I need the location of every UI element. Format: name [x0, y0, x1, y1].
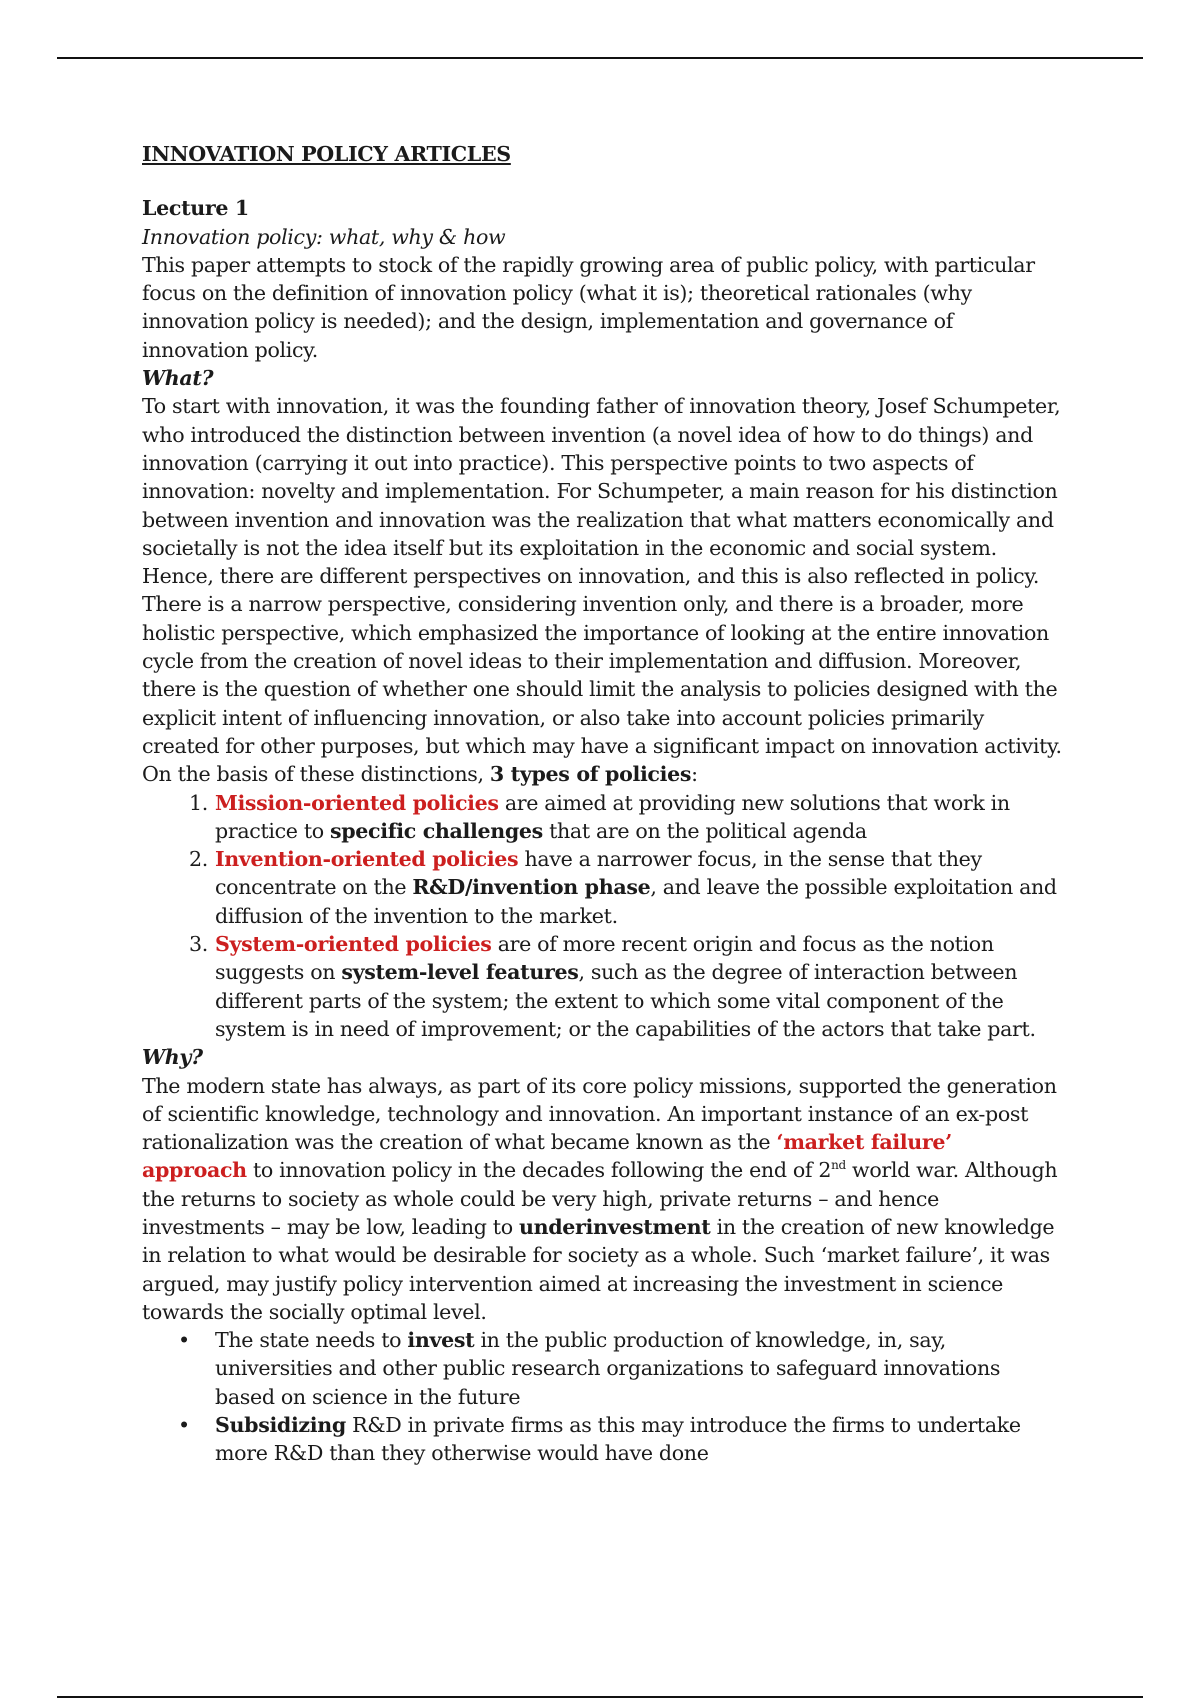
list-item	[142, 1411, 1062, 1468]
why-text-2: to innovation policy in the decades following the end of 2	[246, 1158, 832, 1183]
why-text-4: in the creation of new knowledge in relation to what would be desirable for society as a whole. Such ‘market failure’, it was argued, may justify policy intervention aimed at increasing the investment in science towards the socially optimal level.	[142, 1214, 1055, 1324]
policy-list	[142, 789, 1062, 1044]
policy-text: are aimed at providing new solutions that work in practice to	[215, 790, 1010, 843]
document-title: INNOVATION POLICY ARTICLES	[142, 142, 511, 166]
policy-text: have a narrower focus, in the sense that they concentrate on the	[215, 847, 982, 900]
why-paragraph	[142, 1072, 1062, 1327]
list-number: 2.	[189, 847, 208, 872]
bullet-text: The state needs to	[215, 1328, 408, 1353]
list-item	[142, 1326, 1062, 1411]
list-item	[142, 930, 1062, 1043]
why-heading: Why?	[142, 1045, 203, 1070]
what-end: :	[691, 762, 698, 787]
policy-bold: system-level features	[341, 960, 579, 985]
policy-bold: R&D/invention phase	[412, 875, 651, 900]
why-text: The modern state has always, as part of its core policy missions, supported the generation of scientific knowledge, technology and innovation. An important instance of an ex-post rationalization was the creation of what became known as the	[142, 1073, 1057, 1155]
why-text-3: world war. Although the returns to society as whole could be very high, private returns – and hence investments – may be low, leading to	[142, 1158, 1058, 1239]
what-text: To start with innovation, it was the founding father of innovation theory, Josef Schumpeter, who introduced the distinction between invention (a novel idea of how to do things) and innovation (carrying it out into practice). This perspective points to two aspects of innovation: novelty and implementation. For Schumpeter, a main reason for his distinction between invention and innovation was the realization that what matters economically and societally is not the idea itself but its exploitation in the economic and social system. Hence, there are different perspectives on innovation, and this is also reflected in policy. There is a narrow perspective, considering invention only, and there is a broader, more holistic perspective, which emphasized the importance of looking at the entire innovation cycle from the creation of novel ideas to their implementation and diffusion. Moreover, there is the question of whether one should limit the analysis to policies designed with the explicit intent of influencing innovation, or also take into account policies primarily created for other purposes, but which may have a significant impact on innovation activity. On the basis of these distinctions,	[142, 394, 1062, 787]
policy-name: Mission-oriented policies	[215, 790, 499, 815]
why-superscript: nd	[831, 1158, 846, 1173]
what-bold: 3 types of policies	[489, 762, 692, 787]
policy-text-end: , and leave the possible exploitation and diffusion of the invention to the market.	[215, 875, 1057, 928]
what-paragraph	[142, 392, 1062, 788]
bullet-bold: Subsidizing	[215, 1413, 346, 1438]
document-page	[142, 140, 1062, 1468]
policy-text-end: , such as the degree of interaction between different parts of the system; the extent to which some vital component of the system is in need of improvement; or the capabilities of the actors that take part.	[215, 960, 1036, 1041]
bullet-text-end: in the public production of knowledge, in, say, universities and other public research organizations to safeguard innovations based on science in the future	[215, 1328, 1001, 1409]
intro-paragraph: This paper attempts to stock of the rapidly growing area of public policy, with particular focus on the definition of innovation policy (what it is); theoretical rationales (why innovation policy is needed); and the design, implementation and governance of innovation policy.	[142, 252, 1035, 362]
lecture-heading: Lecture 1	[142, 196, 249, 221]
why-bold: underinvestment	[518, 1214, 711, 1239]
policy-name: Invention-oriented policies	[215, 847, 519, 872]
bullet-list	[142, 1326, 1062, 1467]
list-item	[142, 789, 1062, 846]
list-number: 1.	[189, 790, 208, 815]
policy-bold: specific challenges	[330, 818, 543, 843]
top-rule	[57, 57, 1143, 59]
policy-text: are of more recent origin and focus as the notion suggests on	[215, 932, 994, 985]
policy-name: System-oriented policies	[215, 932, 492, 957]
bottom-rule	[57, 1696, 1143, 1698]
what-heading: What?	[142, 366, 214, 391]
bullet-marker: •	[178, 1413, 190, 1438]
list-number: 3.	[189, 932, 208, 957]
why-red: ‘market failure’ approach	[142, 1130, 952, 1183]
bullet-bold: invest	[407, 1328, 475, 1353]
list-item	[142, 845, 1062, 930]
lecture-subtitle: Innovation policy: what, why & how	[142, 224, 506, 249]
bullet-marker: •	[178, 1328, 190, 1353]
bullet-text-end: R&D in private firms as this may introduce the firms to undertake more R&D than they otherwise would have done	[215, 1413, 1021, 1466]
policy-text-end: that are on the political agenda	[542, 818, 867, 843]
